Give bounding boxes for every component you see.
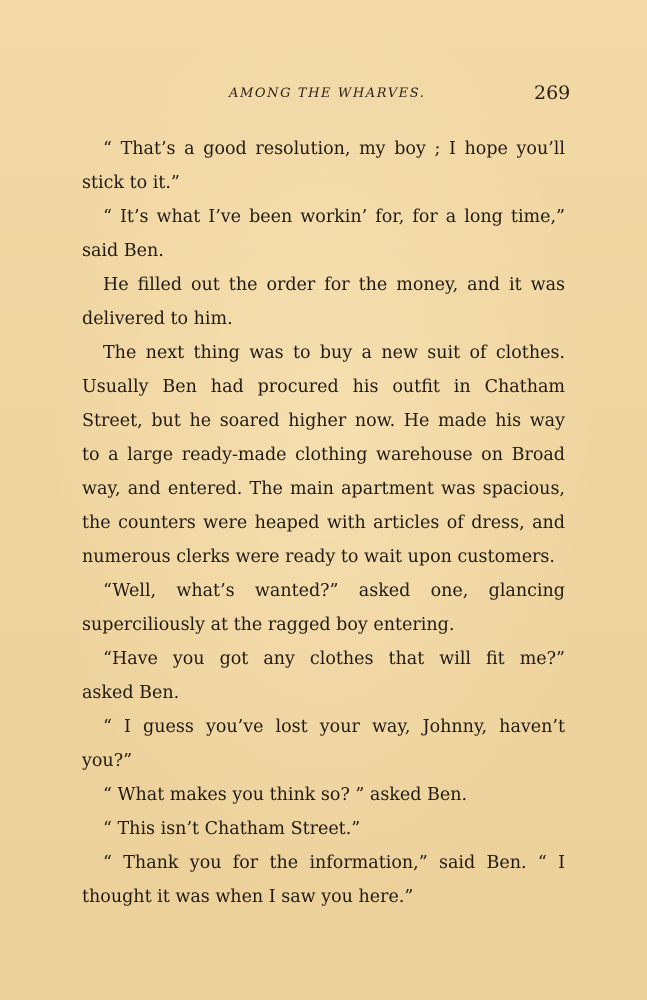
page-number: 269 <box>534 82 571 104</box>
text-line: delivered to him. <box>82 309 233 329</box>
text-line: numerous clerks were ready to wait upon customers. <box>82 547 555 567</box>
text-line: thought it was when I saw you here.” <box>82 887 414 907</box>
text-line: Usually Ben had procured his outfit in Chatham <box>82 377 565 397</box>
running-title: AMONG THE WHARVES. <box>229 86 426 101</box>
text-line: “ It’s what I’ve been workin’ for, for a long time,” <box>103 207 565 227</box>
text-line: “ That’s a good resolution, my boy ; I hope you’ll <box>103 139 565 159</box>
text-line: way, and entered. The main apartment was spacious, <box>82 479 565 499</box>
text-line: you?” <box>82 751 133 771</box>
text-line: “Well, what’s wanted?” asked one, glancing <box>103 581 565 601</box>
text-line: “ Thank you for the information,” said Ben. “ I <box>103 853 565 873</box>
text-line: Street, but he soared higher now. He made his way <box>82 411 565 431</box>
text-line: “Have you got any clothes that will fit me?” <box>103 649 565 669</box>
page-header <box>0 82 647 110</box>
text-line: the counters were heaped with articles of dress, and <box>82 513 565 533</box>
text-line: to a large ready-made clothing warehouse on Broad <box>82 445 565 465</box>
text-line: “ I guess you’ve lost your way, Johnny, haven’t <box>103 717 565 737</box>
body-text <box>82 132 565 914</box>
text-line: superciliously at the ragged boy entering. <box>82 615 455 635</box>
text-line: “ What makes you think so? ” asked Ben. <box>103 785 468 805</box>
text-line: said Ben. <box>82 241 164 261</box>
text-line: asked Ben. <box>82 683 180 703</box>
text-line: He filled out the order for the money, and it was <box>103 275 565 295</box>
text-line: “ This isn’t Chatham Street.” <box>103 819 361 839</box>
text-line: The next thing was to buy a new suit of clothes. <box>103 343 565 363</box>
text-line: stick to it.” <box>82 173 180 193</box>
